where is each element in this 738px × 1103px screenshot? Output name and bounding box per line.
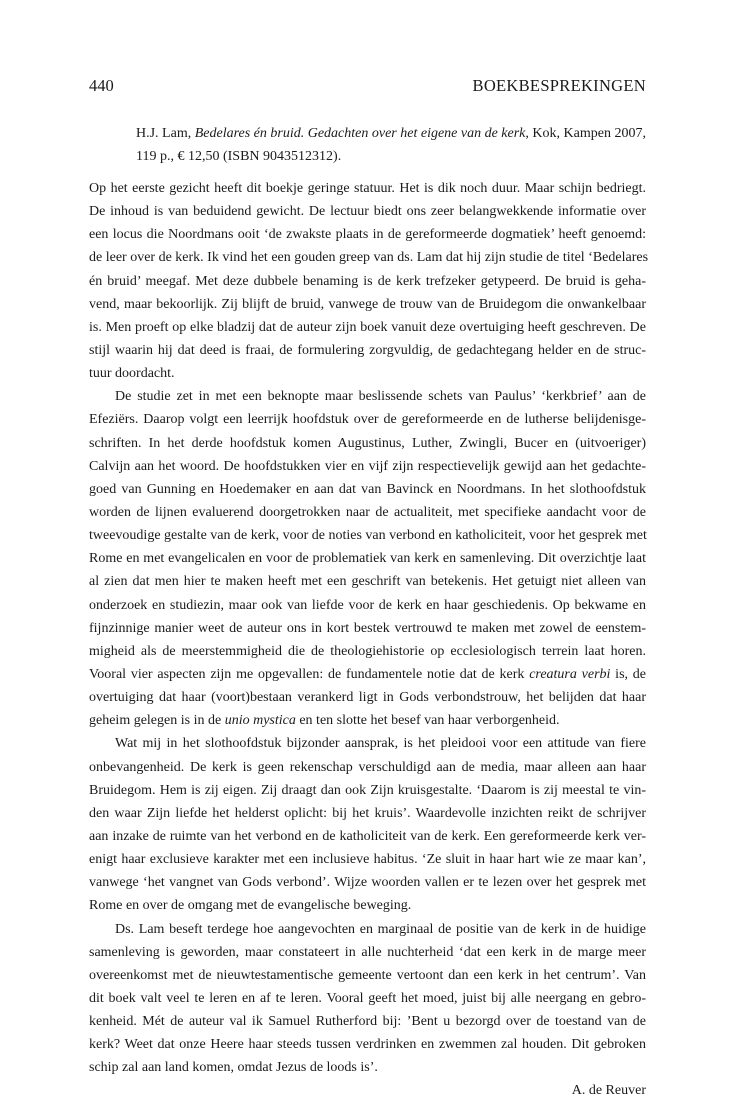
citation-details-2: 119 p., € 12,50 (ISBN 9043512312). [136, 149, 342, 164]
text-line: Rome en met evangelicalen en voor de problematiek van kerk en samenleving. Dit overzichtje laat [89, 551, 646, 567]
text-line: tuur doordacht. [89, 366, 175, 382]
text-line: onbevangenheid. De kerk is geen rekenschap verschuldigd aan de media, maar alleen aan haar [89, 759, 646, 775]
text-line: De inhoud is van beduidend gewicht. De lectuur biedt ons zeer belangwekkende informatie over [89, 204, 646, 220]
page-number: 440 [89, 76, 114, 95]
text-line: schip zal aan land komen, omdat Jezus de loods is’. [89, 1060, 378, 1076]
text-line: Calvijn aan het woord. De hoofdstukken vier en vijf zijn respectievelijk gewijd aan het gedachte- [89, 458, 646, 474]
text-line: dit boek valt veel te leren en af te leren. Vooral geeft het moed, juist bij alle neergang en gebro- [89, 990, 646, 1006]
text-line: al zien dat men hier te maken heeft met een geschrift van betekenis. Het getuigt niet alleen van [89, 574, 646, 590]
text-line: vanwege ‘het vangnet van Gods verbond’. Wijze woorden vallen er te lezen over het gesprek met [89, 875, 646, 891]
text-line: onderzoek en studiezin, maar ook van liefde voor de kerk en haar geschiedenis. Op bekwame en [89, 597, 646, 613]
paragraph [89, 732, 646, 917]
text-line: samenleving is geworden, maar constateert in alle nuchterheid ‘dat een kerk in de marge meer [89, 944, 646, 960]
text-line: de leer over de kerk. Ik vind het een gouden greep van ds. Lam dat hij zijn studie de titel ‘Bedelares [89, 250, 649, 266]
running-header [89, 76, 646, 100]
text-line: De studie zet in met een beknopte maar beslissende schets van Paulus’ ‘kerkbrief’ aan de [115, 389, 646, 405]
text-line: vend, maar bekoorlijk. Zij blijft de bruid, vanwege de trouw van de Bruidegom die onwankelbaar [89, 296, 646, 312]
text-line: stijl waarin hij dat deed is fraai, de formulering zorgvuldig, de gedachtegang helder en de struc- [89, 342, 646, 358]
paragraph [89, 918, 646, 1080]
text-line: én bruid’ meegaf. Met deze dubbele benaming is de kerk trefzeker getypeerd. De bruid is geha- [89, 273, 646, 289]
text-line: tweevoudige gestalte van de kerk, voor de noties van verbond en katholiciteit, voor het gesprek met [89, 528, 647, 544]
citation-book-title: Bedelares én bruid. Gedachten over het eigene van de kerk [194, 126, 526, 141]
italic-term: creatura verbi [529, 666, 611, 682]
text-line: kenheid. Mét de auteur val ik Samuel Rutherford bij: ’Bent u bezorgd over de toestand van de [89, 1014, 646, 1030]
citation-details-1: , Kok, Kampen 2007, [525, 126, 646, 141]
text-line: schriften. In het derde hoofdstuk komen Augustinus, Luther, Zwingli, Bucer en (uitvoeriger) [89, 435, 646, 451]
text-line: worden de lijnen evaluerend doorgetrokken naar de actualiteit, met specifieke aandacht voor de [89, 504, 646, 520]
section-title: BOEKBESPREKINGEN [472, 76, 646, 95]
text-line: enigt haar exclusieve karakter met een inclusieve habitus. ‘Ze sluit in haar hart wie ze maar kan’, [89, 852, 646, 868]
text-line: den waar Zijn liefde het helderst oplicht: bij het kruis’. Waardevolle inzichten reikt de schrijver [89, 805, 646, 821]
text-line: Rome en over de omgang met de evangelische beweging. [89, 898, 412, 914]
text-line: Efeziërs. Daarop volgt een leerrijk hoofdstuk over de gereformeerde en de lutherse belijdenisge- [89, 412, 646, 428]
text-line: een locus die Noordmans ooit ‘de zwakste plaats in de gereformeerde dogmatiek’ heeft genoemd: [89, 227, 646, 243]
paragraph [89, 385, 646, 732]
text-line [89, 663, 646, 686]
reviewer-signature: A. de Reuver [571, 1083, 646, 1099]
text-line [89, 709, 646, 732]
book-citation [136, 122, 646, 168]
review-body [89, 177, 649, 1103]
text-line: Op het eerste gezicht heeft dit boekje geringe statuur. Het is dik noch duur. Maar schijn bedriegt. [89, 181, 646, 196]
text-line: overtuiging dat haar (voort)bestaan verankerd ligt in Gods verbondstrouw, het belijden dat haar [89, 690, 646, 706]
text-run: en ten slotte het besef van haar verborgenheid. [295, 713, 560, 729]
text-run: geheim gelegen is in de [89, 713, 225, 729]
text-line: Ds. Lam beseft terdege hoe aangevochten en marginaal de positie van de kerk in de huidige [115, 921, 646, 937]
text-line: is. Men proeft op elke bladzij dat de auteur zijn boek vanuit deze overtuiging heeft geschreven. De [89, 319, 646, 335]
text-line: Bruidegom. Hem is zij eigen. Zij draagt dan ook Zijn kruisgestalte. ‘Daarom is zij meestal te vin- [89, 782, 646, 798]
text-line: kerk? Weet dat onze Heere haar steeds tussen verdrinken en zwemmen zal houden. Dit gebroken [89, 1037, 646, 1053]
citation-author: H.J. Lam, [136, 126, 195, 141]
text-line: Wat mij in het slothoofdstuk bijzonder aansprak, is het pleidooi voor een attitude van fiere [115, 736, 646, 752]
text-line: migheid als de meerstemmigheid die de theologiehistorie op ecclesiologisch terrein laat horen. [89, 643, 646, 659]
text-run: Vooral vier aspecten zijn me opgevallen: de fundamentele notie dat de kerk [89, 666, 530, 682]
paragraph [89, 177, 649, 385]
text-line: aan inzake de ruimte van het verbond en de katholiciteit van de kerk. Een gereformeerde kerk ver- [89, 828, 646, 844]
text-line: goed van Gunning en Hoedemaker en aan dat van Bavinck en Noordmans. In het slothoofdstuk [89, 481, 646, 497]
text-line: overeenkomst met de nieuwtestamentische gemeente vertoont dan een kerk in het centrum’. Van [89, 967, 646, 983]
italic-term: unio mystica [224, 713, 296, 729]
text-run: is, de [610, 666, 646, 682]
text-line: fijnzinnige manier weet de auteur ons in kort bestek vertrouwd te maken met zowel de eenstem- [89, 620, 646, 636]
